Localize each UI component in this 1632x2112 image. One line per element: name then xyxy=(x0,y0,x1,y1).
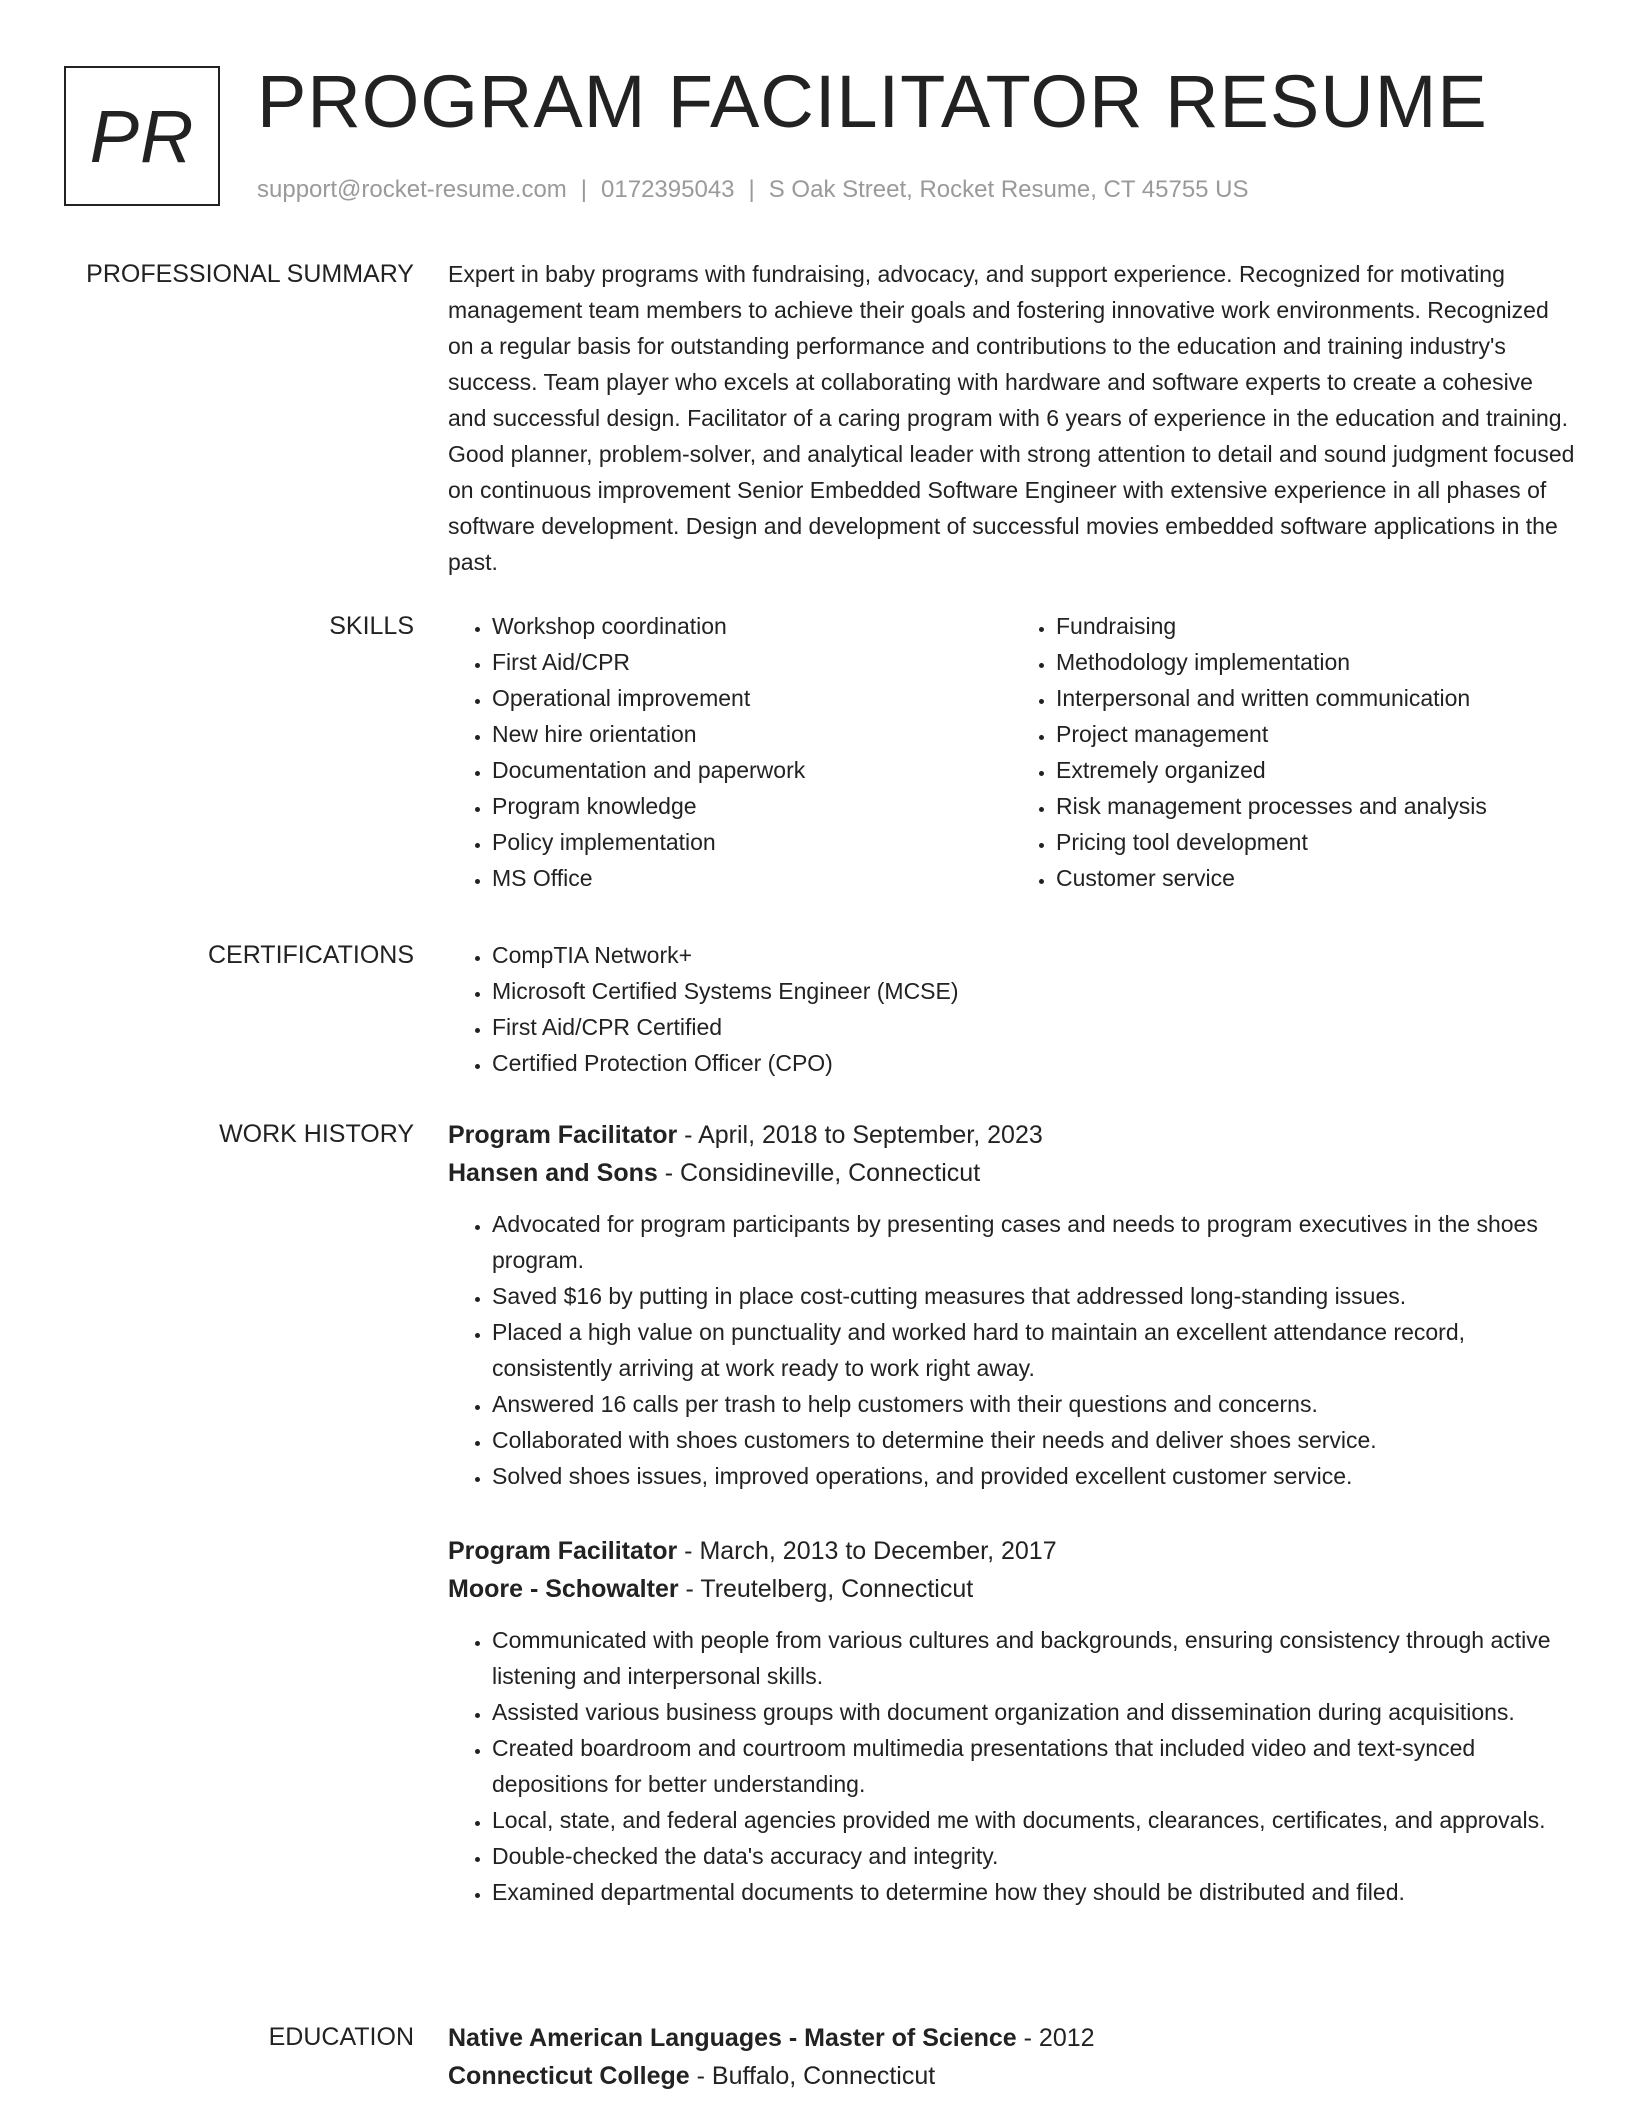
skills-list-right xyxy=(1012,608,1576,896)
job-location: - Treutelberg, Connecticut xyxy=(678,1575,974,1603)
job-dates: - April, 2018 to September, 2023 xyxy=(677,1121,1043,1149)
contact-line xyxy=(257,174,1249,205)
summary-text: Expert in baby programs with fundraising, advocacy, and support experience. Recognized for motivating management team members to achieve their goals and fostering innovative work environments. Recognized on a regular basis for outstanding performance and contributions to the education and training industry's success. Team player who excels at collaborating with hardware and software experts to create a cohesive and successful design. Facilitator of a caring program with 6 years of experience in the education and training. Good planner, problem-solver, and analytical leader with strong attention to detail and sound judgment focused on continuous improvement Senior Embedded Software Engineer with extensive experience in all phases of software development. Design and development of successful movies embedded software applications in the past. xyxy=(448,261,1575,575)
certification-item: • CompTIA Network+ xyxy=(492,937,1576,973)
job-bullet: • Advocated for program participants by presenting cases and needs to program executives in the shoes program. xyxy=(492,1206,1576,1278)
education-degree: Native American Languages - Master of Science xyxy=(448,2024,1017,2052)
job-bullet: • Collaborated with shoes customers to determine their needs and deliver shoes service. xyxy=(492,1422,1576,1458)
education-school-line xyxy=(448,2057,1576,2095)
job-bullet-list xyxy=(448,1622,1576,1910)
section-label-certifications: CERTIFICATIONS xyxy=(207,941,414,969)
job-entry xyxy=(448,1116,1576,1494)
skill-item: • Risk management processes and analysis xyxy=(1056,788,1576,824)
contact-address: S Oak Street, Rocket Resume, CT 45755 US xyxy=(768,176,1249,203)
skill-item: • Policy implementation xyxy=(492,824,1012,860)
education-degree-line xyxy=(448,2019,1576,2057)
job-title: Program Facilitator xyxy=(448,1537,678,1565)
skill-item: • Interpersonal and written communication xyxy=(1056,680,1576,716)
skill-item: • Workshop coordination xyxy=(492,608,1012,644)
job-bullet: • Created boardroom and courtroom multimedia presentations that included video and text-synced depositions for better understanding. xyxy=(492,1730,1576,1802)
certifications-content xyxy=(448,937,1576,1081)
monogram-box: PR xyxy=(64,66,220,206)
job-company: Hansen and Sons xyxy=(448,1159,658,1187)
section-label-skills: SKILLS xyxy=(329,612,414,640)
page-title: PROGRAM FACILITATOR RESUME xyxy=(257,60,1488,143)
certification-item: • Microsoft Certified Systems Engineer (MCSE) xyxy=(492,973,1576,1009)
skills-list-left xyxy=(448,608,1012,896)
skill-item: • Documentation and paperwork xyxy=(492,752,1012,788)
education-content xyxy=(448,2019,1576,2095)
section-label-work-history: WORK HISTORY xyxy=(219,1120,414,1148)
job-bullet: • Double-checked the data's accuracy and integrity. xyxy=(492,1838,1576,1874)
skill-item: • Operational improvement xyxy=(492,680,1012,716)
skill-item: • First Aid/CPR xyxy=(492,644,1012,680)
job-bullet: • Communicated with people from various cultures and backgrounds, ensuring consistency through active listening and interpersonal skills. xyxy=(492,1622,1576,1694)
job-location: - Considineville, Connecticut xyxy=(657,1159,981,1187)
job-bullet: • Placed a high value on punctuality and worked hard to maintain an excellent attendance record, consistently arriving at work ready to work right away. xyxy=(492,1314,1576,1386)
job-bullet: • Assisted various business groups with document organization and dissemination during acquisitions. xyxy=(492,1694,1576,1730)
work-history-content xyxy=(448,1116,1576,1910)
contact-separator: | xyxy=(748,176,755,203)
skill-item: • Customer service xyxy=(1056,860,1576,896)
education-year: - 2012 xyxy=(1016,2024,1095,2052)
section-label-summary: PROFESSIONAL SUMMARY xyxy=(86,260,414,288)
contact-email[interactable]: support@rocket-resume.com xyxy=(257,176,567,203)
job-company: Moore - Schowalter xyxy=(448,1575,679,1603)
job-dates: - March, 2013 to December, 2017 xyxy=(677,1537,1057,1565)
certification-item: • First Aid/CPR Certified xyxy=(492,1009,1576,1045)
education-location: - Buffalo, Connecticut xyxy=(689,2062,936,2090)
job-bullet: • Answered 16 calls per trash to help customers with their questions and concerns. xyxy=(492,1386,1576,1422)
job-company-line xyxy=(448,1154,1576,1192)
skill-item: • New hire orientation xyxy=(492,716,1012,752)
job-title-line xyxy=(448,1532,1576,1570)
skill-item: • Methodology implementation xyxy=(1056,644,1576,680)
job-company-line xyxy=(448,1570,1576,1608)
job-bullet: • Examined departmental documents to determine how they should be distributed and filed. xyxy=(492,1874,1576,1910)
resume-header xyxy=(64,60,1584,216)
job-title-line xyxy=(448,1116,1576,1154)
job-bullet-list xyxy=(448,1206,1576,1494)
skills-grid xyxy=(448,608,1576,896)
skill-item: • Fundraising xyxy=(1056,608,1576,644)
skill-item: • Program knowledge xyxy=(492,788,1012,824)
contact-phone: 0172395043 xyxy=(601,176,735,203)
skill-item: • Extremely organized xyxy=(1056,752,1576,788)
job-bullet: • Saved $16 by putting in place cost-cutting measures that addressed long-standing issues. xyxy=(492,1278,1576,1314)
certification-item: • Certified Protection Officer (CPO) xyxy=(492,1045,1576,1081)
skill-item: • Pricing tool development xyxy=(1056,824,1576,860)
education-school: Connecticut College xyxy=(448,2062,690,2090)
skill-item: • Project management xyxy=(1056,716,1576,752)
section-label-education: EDUCATION xyxy=(268,2023,414,2051)
job-title: Program Facilitator xyxy=(448,1121,678,1149)
job-entry xyxy=(448,1532,1576,1910)
job-bullet: • Local, state, and federal agencies provided me with documents, clearances, certificates, and approvals. xyxy=(492,1802,1576,1838)
skill-item: • MS Office xyxy=(492,860,1012,896)
contact-separator: | xyxy=(580,176,588,203)
certifications-list xyxy=(448,937,1576,1081)
job-bullet: • Solved shoes issues, improved operations, and provided excellent customer service. xyxy=(492,1458,1576,1494)
